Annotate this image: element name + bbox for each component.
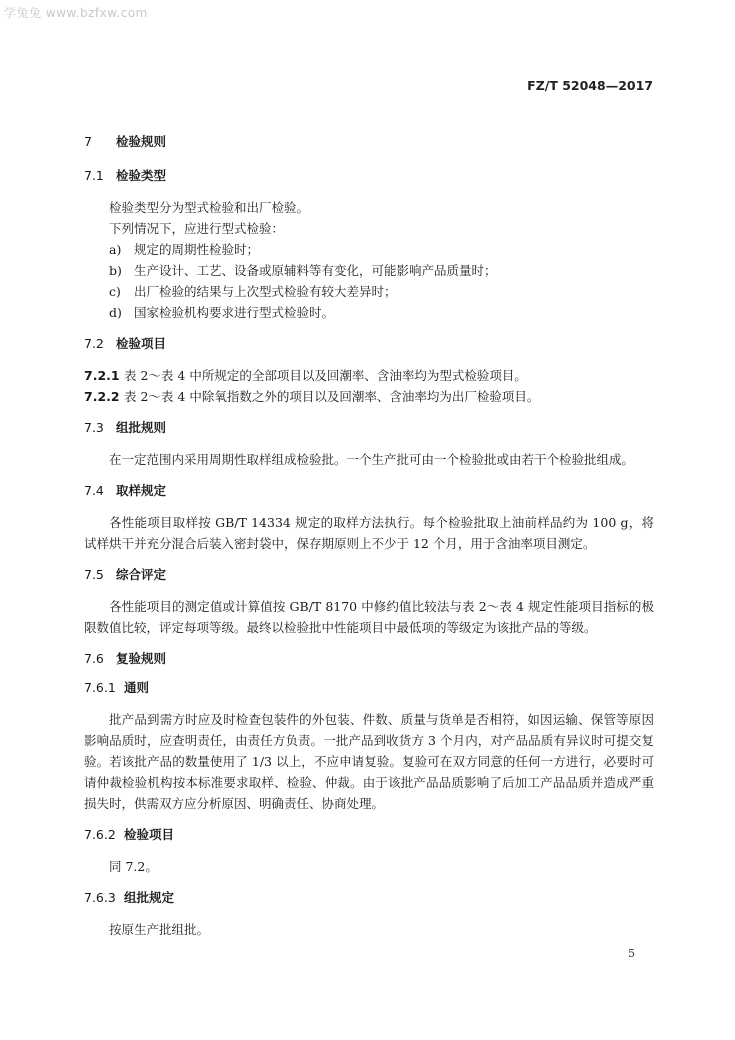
paragraph: 各性能项目取样按 GB/T 14334 规定的取样方法执行。每个检验批取上油前样品约为 100 g，将试样烘干并充分混合后装入密封袋中，保存期原则上不少于 12 个月，用于含油率项目测定。: [84, 515, 654, 551]
list-text: 规定的周期性检验时；: [134, 242, 260, 257]
list-item: [84, 281, 654, 302]
section-7-1-heading: [84, 168, 654, 184]
list-text: 国家检验机构要求进行型式检验时。: [134, 305, 335, 320]
clause-number: 7.2.1: [84, 368, 120, 383]
paragraph: 检验类型分为型式检验和出厂检验。: [109, 200, 310, 215]
clause-number: 7.2.2: [84, 389, 120, 404]
section-7-2-heading: [84, 336, 654, 352]
page-number: 5: [628, 947, 635, 960]
list-text: 出厂检验的结果与上次型式检验有较大差异时；: [134, 284, 397, 299]
section-title: 组批规则: [116, 420, 167, 435]
clause-text: 表 2～表 4 中所规定的全部项目以及回潮率、含油率均为型式检验项目。: [124, 368, 527, 383]
paragraph: 批产品到需方时应及时检查包装件的外包装、件数、质量与货单是否相符，如因运输、保管等原因影响品质时，应查明责任，由责任方负责。一批产品到收货方 3 个月内，对产品品质有异议时可提交复验。若该批产品的数量使用了 1/3 以上，不应申请复验。复验可在双方同意的任何一方进行，必要时可请仲裁检验机构按本标准要求取样、检验、仲裁。由于该批产品品质影响了后加工产品品质并造成严重损失时，供需双方应分析原因、明确责任、协商处理。: [84, 712, 654, 811]
section-7-6-1-heading: [84, 680, 654, 696]
paragraph: 在一定范围内采用周期性取样组成检验批。一个生产批可由一个检验批或由若干个检验批组成。: [109, 452, 635, 467]
section-7-6-heading: [84, 651, 654, 667]
list-marker: a): [109, 242, 122, 257]
section-title: 取样规定: [116, 483, 167, 498]
section-7-6-2-heading: [84, 827, 654, 843]
section-number: 7.2: [84, 336, 104, 351]
paragraph: 下列情况下，应进行型式检验：: [109, 221, 285, 236]
paragraph: 按原生产批组批。: [109, 922, 210, 937]
section-title: 检验项目: [116, 336, 167, 351]
section-number: 7: [84, 134, 92, 149]
section-number: 7.6.1: [84, 680, 116, 695]
section-title: 检验规则: [116, 134, 167, 149]
section-number: 7.6.3: [84, 890, 116, 905]
section-7-heading: [84, 134, 654, 150]
section-7-5-heading: [84, 567, 654, 583]
paragraph: 各性能项目的测定值或计算值按 GB/T 8170 中修约值比较法与表 2～表 4 规定性能项目指标的极限数值比较，评定每项等级。最终以检验批中性能项目中最低项的等级定为该批产品的等级。: [84, 599, 654, 635]
list-marker: d): [109, 305, 122, 320]
section-title: 复验规则: [116, 651, 167, 666]
section-number: 7.6.2: [84, 827, 116, 842]
section-title: 检验项目: [124, 827, 175, 842]
list-marker: c): [109, 284, 121, 299]
list-item: [84, 260, 654, 281]
paragraph: 同 7.2。: [109, 859, 158, 874]
clause-7-2-1: [84, 365, 654, 386]
section-number: 7.1: [84, 168, 104, 183]
list-item: [84, 239, 654, 260]
section-title: 检验类型: [116, 168, 167, 183]
section-number: 7.3: [84, 420, 104, 435]
section-7-3-heading: [84, 420, 654, 436]
section-number: 7.4: [84, 483, 104, 498]
list-text: 生产设计、工艺、设备或原辅料等有变化，可能影响产品质量时；: [134, 263, 497, 278]
section-title: 组批规定: [124, 890, 175, 905]
watermark: 学兔兔 www.bzfxw.com: [4, 6, 148, 20]
section-title: 综合评定: [116, 567, 167, 582]
document-body: [84, 134, 654, 940]
section-7-4-heading: [84, 483, 654, 499]
section-number: 7.6: [84, 651, 104, 666]
clause-7-2-2: [84, 386, 654, 407]
document-code: FZ/T 52048—2017: [527, 78, 653, 93]
section-7-6-3-heading: [84, 890, 654, 906]
list-marker: b): [109, 263, 122, 278]
clause-text: 表 2～表 4 中除氧指数之外的项目以及回潮率、含油率均为出厂检验项目。: [124, 389, 540, 404]
section-number: 7.5: [84, 567, 104, 582]
section-title: 通则: [124, 680, 150, 695]
list-item: [84, 302, 654, 323]
